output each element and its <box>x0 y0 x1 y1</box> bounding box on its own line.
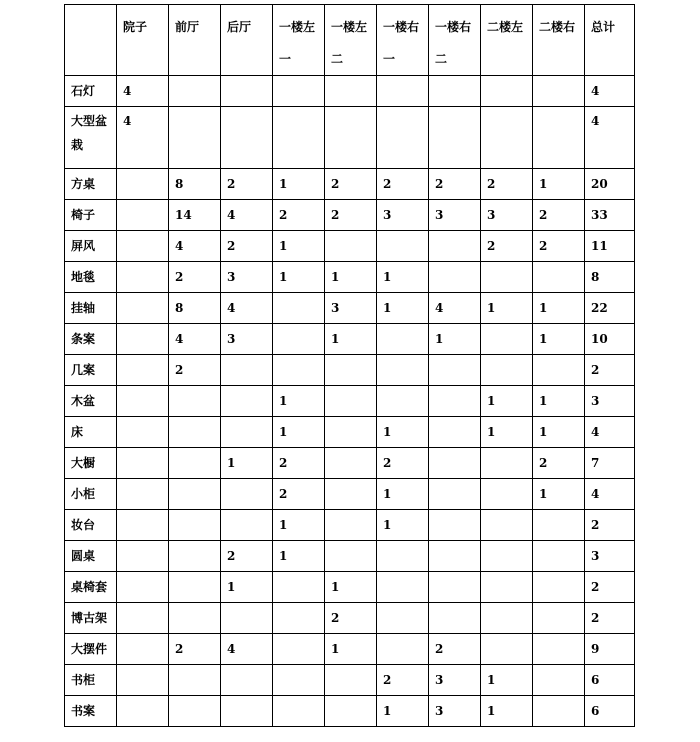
column-header-line: 一楼左 <box>331 20 368 34</box>
count-cell: 2 <box>169 262 221 293</box>
total-cell: 9 <box>585 634 635 665</box>
count-cell: 2 <box>481 169 533 200</box>
count-cell <box>429 355 481 386</box>
table-row <box>65 107 635 169</box>
count-cell: 4 <box>429 293 481 324</box>
count-cell <box>117 355 169 386</box>
table-row <box>65 572 635 603</box>
row-label: 木盆 <box>71 394 96 408</box>
row-label-cell <box>65 169 117 200</box>
count-cell <box>429 76 481 107</box>
row-label-cell <box>65 696 117 727</box>
count-cell <box>273 293 325 324</box>
table-row <box>65 386 635 417</box>
count-cell <box>273 634 325 665</box>
count-cell <box>117 386 169 417</box>
count-cell: 1 <box>377 510 429 541</box>
column-header-line: 一楼右 <box>383 20 420 34</box>
count-cell <box>169 696 221 727</box>
count-cell: 2 <box>169 355 221 386</box>
count-cell <box>533 603 585 634</box>
row-label: 床 <box>71 425 84 439</box>
table-row <box>65 696 635 727</box>
column-header-line: 院子 <box>123 20 148 34</box>
count-cell <box>377 541 429 572</box>
count-cell <box>325 479 377 510</box>
count-cell <box>325 417 377 448</box>
column-header <box>533 5 585 76</box>
count-cell <box>533 76 585 107</box>
count-cell <box>429 510 481 541</box>
count-cell <box>169 417 221 448</box>
table-row <box>65 231 635 262</box>
column-header <box>117 5 169 76</box>
column-header-line: 一楼右 <box>435 20 472 34</box>
count-cell: 2 <box>429 634 481 665</box>
count-cell: 8 <box>169 169 221 200</box>
row-label: 条案 <box>71 332 96 346</box>
count-cell: 2 <box>377 448 429 479</box>
count-cell <box>273 107 325 169</box>
count-cell: 2 <box>221 231 273 262</box>
count-cell <box>533 665 585 696</box>
count-cell: 1 <box>273 541 325 572</box>
count-cell <box>169 107 221 169</box>
row-label-cell <box>65 665 117 696</box>
count-cell: 1 <box>325 262 377 293</box>
column-header-line: 二楼左 <box>487 20 524 34</box>
column-header-line: 总计 <box>591 20 616 34</box>
column-header-line: 二楼右 <box>539 20 576 34</box>
count-cell <box>221 355 273 386</box>
count-cell <box>533 696 585 727</box>
count-cell: 4 <box>169 324 221 355</box>
count-cell <box>325 231 377 262</box>
count-cell <box>117 262 169 293</box>
count-cell <box>117 510 169 541</box>
row-label-cell <box>65 324 117 355</box>
table-row <box>65 262 635 293</box>
count-cell <box>429 448 481 479</box>
count-cell: 4 <box>117 107 169 169</box>
total-cell: 4 <box>585 479 635 510</box>
count-cell: 1 <box>325 572 377 603</box>
count-cell: 8 <box>169 293 221 324</box>
row-label-cell <box>65 107 117 169</box>
count-cell <box>273 355 325 386</box>
column-header-line: 前厅 <box>175 20 200 34</box>
column-header <box>273 5 325 76</box>
count-cell <box>273 696 325 727</box>
count-cell <box>481 448 533 479</box>
count-cell <box>169 572 221 603</box>
count-cell: 1 <box>377 417 429 448</box>
total-cell: 20 <box>585 169 635 200</box>
count-cell <box>117 293 169 324</box>
count-cell <box>117 665 169 696</box>
count-cell <box>429 479 481 510</box>
count-cell <box>481 76 533 107</box>
count-cell <box>325 355 377 386</box>
count-cell <box>429 572 481 603</box>
count-cell <box>533 107 585 169</box>
count-cell <box>325 386 377 417</box>
total-cell: 7 <box>585 448 635 479</box>
column-header <box>481 5 533 76</box>
row-label-cell <box>65 603 117 634</box>
count-cell <box>481 572 533 603</box>
total-cell: 6 <box>585 696 635 727</box>
count-cell <box>481 634 533 665</box>
count-cell: 1 <box>533 417 585 448</box>
row-label-line: 大型盆 <box>71 114 108 128</box>
count-cell <box>377 634 429 665</box>
count-cell <box>169 386 221 417</box>
count-cell: 1 <box>533 324 585 355</box>
row-label: 小柜 <box>71 487 96 501</box>
count-cell <box>533 634 585 665</box>
count-cell: 1 <box>377 262 429 293</box>
row-label: 大摆件 <box>71 642 108 656</box>
row-label-line: 栽 <box>71 138 84 152</box>
row-label: 桌椅套 <box>71 580 108 594</box>
count-cell <box>481 355 533 386</box>
row-label-cell <box>65 634 117 665</box>
count-cell <box>377 386 429 417</box>
count-cell <box>169 541 221 572</box>
count-cell: 3 <box>429 665 481 696</box>
table-row <box>65 603 635 634</box>
count-cell: 2 <box>377 665 429 696</box>
total-cell: 2 <box>585 355 635 386</box>
table-row <box>65 448 635 479</box>
count-cell: 1 <box>533 169 585 200</box>
count-cell: 2 <box>533 231 585 262</box>
count-cell: 3 <box>325 293 377 324</box>
count-cell: 1 <box>273 262 325 293</box>
count-cell: 2 <box>273 200 325 231</box>
row-label-cell <box>65 510 117 541</box>
total-cell: 8 <box>585 262 635 293</box>
count-cell: 1 <box>377 479 429 510</box>
count-cell <box>169 510 221 541</box>
count-cell <box>117 200 169 231</box>
table-row <box>65 510 635 541</box>
count-cell: 2 <box>481 231 533 262</box>
count-cell <box>325 107 377 169</box>
count-cell: 4 <box>117 76 169 107</box>
count-cell: 2 <box>325 200 377 231</box>
count-cell <box>429 386 481 417</box>
count-cell <box>169 76 221 107</box>
count-cell: 1 <box>429 324 481 355</box>
count-cell: 3 <box>481 200 533 231</box>
table-row <box>65 634 635 665</box>
count-cell <box>429 417 481 448</box>
count-cell: 1 <box>325 324 377 355</box>
row-label-cell <box>65 76 117 107</box>
row-label-cell <box>65 417 117 448</box>
total-cell: 22 <box>585 293 635 324</box>
count-cell <box>481 510 533 541</box>
total-cell: 6 <box>585 665 635 696</box>
header-corner-cell <box>65 5 117 76</box>
count-cell: 1 <box>533 386 585 417</box>
row-label: 地毯 <box>71 270 96 284</box>
count-cell <box>169 479 221 510</box>
row-label: 椅子 <box>71 208 96 222</box>
count-cell <box>377 231 429 262</box>
count-cell <box>377 324 429 355</box>
count-cell <box>221 386 273 417</box>
table-row <box>65 417 635 448</box>
count-cell: 1 <box>481 386 533 417</box>
count-cell: 1 <box>533 479 585 510</box>
row-label-cell <box>65 293 117 324</box>
count-cell: 1 <box>273 386 325 417</box>
count-cell <box>221 76 273 107</box>
column-header-line: 一 <box>383 52 396 66</box>
row-label <box>71 107 116 162</box>
count-cell <box>377 76 429 107</box>
count-cell <box>273 572 325 603</box>
row-label: 妆台 <box>71 518 96 532</box>
count-cell: 2 <box>221 169 273 200</box>
count-cell: 3 <box>221 324 273 355</box>
count-cell: 2 <box>273 448 325 479</box>
row-label-cell <box>65 541 117 572</box>
count-cell: 1 <box>481 293 533 324</box>
column-header-line: 一 <box>279 52 292 66</box>
count-cell <box>377 572 429 603</box>
count-cell <box>325 696 377 727</box>
count-cell <box>117 169 169 200</box>
count-cell <box>117 448 169 479</box>
count-cell: 2 <box>221 541 273 572</box>
total-cell: 11 <box>585 231 635 262</box>
count-cell <box>481 603 533 634</box>
total-cell: 3 <box>585 541 635 572</box>
column-header <box>221 5 273 76</box>
column-header-line: 二 <box>331 52 344 66</box>
total-cell: 10 <box>585 324 635 355</box>
count-cell <box>429 107 481 169</box>
count-cell <box>221 417 273 448</box>
count-cell <box>117 417 169 448</box>
count-cell <box>273 603 325 634</box>
count-cell <box>481 262 533 293</box>
count-cell <box>273 324 325 355</box>
row-label-cell <box>65 479 117 510</box>
row-label: 书柜 <box>71 673 96 687</box>
column-header-line: 一楼左 <box>279 20 316 34</box>
row-label-cell <box>65 386 117 417</box>
count-cell <box>533 510 585 541</box>
count-cell: 1 <box>377 293 429 324</box>
row-label-cell <box>65 262 117 293</box>
total-cell: 2 <box>585 510 635 541</box>
row-label: 屏风 <box>71 239 96 253</box>
count-cell: 1 <box>221 572 273 603</box>
table-row <box>65 541 635 572</box>
count-cell: 4 <box>221 634 273 665</box>
count-cell: 2 <box>169 634 221 665</box>
column-header-line: 后厅 <box>227 20 252 34</box>
count-cell <box>325 665 377 696</box>
count-cell: 1 <box>481 696 533 727</box>
total-cell: 3 <box>585 386 635 417</box>
column-header <box>377 5 429 76</box>
count-cell: 1 <box>481 665 533 696</box>
count-cell <box>273 665 325 696</box>
total-cell: 2 <box>585 572 635 603</box>
count-cell <box>325 541 377 572</box>
count-cell: 2 <box>533 448 585 479</box>
total-cell: 2 <box>585 603 635 634</box>
count-cell: 3 <box>221 262 273 293</box>
count-cell: 2 <box>325 603 377 634</box>
count-cell <box>325 448 377 479</box>
count-cell <box>429 541 481 572</box>
count-cell: 3 <box>429 200 481 231</box>
count-cell: 1 <box>273 510 325 541</box>
count-cell <box>117 603 169 634</box>
count-cell <box>533 541 585 572</box>
count-cell: 2 <box>377 169 429 200</box>
count-cell <box>273 76 325 107</box>
count-cell <box>377 107 429 169</box>
count-cell <box>169 665 221 696</box>
row-label-cell <box>65 355 117 386</box>
row-label: 圆桌 <box>71 549 96 563</box>
count-cell <box>169 603 221 634</box>
count-cell <box>325 76 377 107</box>
count-cell: 1 <box>273 231 325 262</box>
furniture-table <box>64 4 635 727</box>
column-header <box>325 5 377 76</box>
row-label: 书案 <box>71 704 96 718</box>
count-cell: 14 <box>169 200 221 231</box>
table-row <box>65 479 635 510</box>
count-cell: 1 <box>325 634 377 665</box>
count-cell: 4 <box>221 293 273 324</box>
count-cell <box>221 696 273 727</box>
header-row <box>65 5 635 76</box>
count-cell <box>221 603 273 634</box>
count-cell <box>169 448 221 479</box>
column-header <box>169 5 221 76</box>
count-cell: 4 <box>169 231 221 262</box>
total-cell: 4 <box>585 107 635 169</box>
row-label: 大橱 <box>71 456 96 470</box>
table-row <box>65 76 635 107</box>
count-cell <box>117 479 169 510</box>
count-cell <box>481 107 533 169</box>
row-label: 挂轴 <box>71 301 96 315</box>
count-cell <box>377 603 429 634</box>
table-row <box>65 324 635 355</box>
count-cell <box>117 231 169 262</box>
count-cell <box>221 510 273 541</box>
count-cell <box>429 231 481 262</box>
count-cell: 1 <box>481 417 533 448</box>
column-header <box>429 5 481 76</box>
table-row <box>65 169 635 200</box>
table-row <box>65 665 635 696</box>
row-label-cell <box>65 200 117 231</box>
count-cell <box>221 479 273 510</box>
count-cell: 1 <box>273 169 325 200</box>
count-cell <box>481 541 533 572</box>
count-cell: 1 <box>377 696 429 727</box>
count-cell: 2 <box>429 169 481 200</box>
count-cell <box>429 262 481 293</box>
count-cell: 1 <box>273 417 325 448</box>
count-cell <box>117 634 169 665</box>
row-label: 方桌 <box>71 177 96 191</box>
table-row <box>65 355 635 386</box>
count-cell <box>117 324 169 355</box>
count-cell <box>533 572 585 603</box>
count-cell <box>117 572 169 603</box>
count-cell <box>377 355 429 386</box>
count-cell: 2 <box>325 169 377 200</box>
count-cell: 2 <box>273 479 325 510</box>
row-label-cell <box>65 231 117 262</box>
count-cell <box>221 107 273 169</box>
count-cell <box>533 262 585 293</box>
count-cell <box>481 324 533 355</box>
count-cell <box>429 603 481 634</box>
count-cell: 3 <box>377 200 429 231</box>
count-cell: 4 <box>221 200 273 231</box>
count-cell: 3 <box>429 696 481 727</box>
count-cell <box>325 510 377 541</box>
total-cell: 4 <box>585 76 635 107</box>
column-header <box>585 5 635 76</box>
row-label: 石灯 <box>71 84 96 98</box>
count-cell <box>533 355 585 386</box>
count-cell <box>117 541 169 572</box>
table-body <box>65 76 635 727</box>
row-label-cell <box>65 572 117 603</box>
count-cell: 1 <box>221 448 273 479</box>
table-row <box>65 200 635 231</box>
count-cell: 1 <box>533 293 585 324</box>
row-label-cell <box>65 448 117 479</box>
row-label: 几案 <box>71 363 96 377</box>
count-cell <box>117 696 169 727</box>
count-cell <box>221 665 273 696</box>
table-row <box>65 293 635 324</box>
column-header-line: 二 <box>435 52 448 66</box>
count-cell: 2 <box>533 200 585 231</box>
total-cell: 4 <box>585 417 635 448</box>
count-cell <box>481 479 533 510</box>
total-cell: 33 <box>585 200 635 231</box>
row-label: 博古架 <box>71 611 108 625</box>
